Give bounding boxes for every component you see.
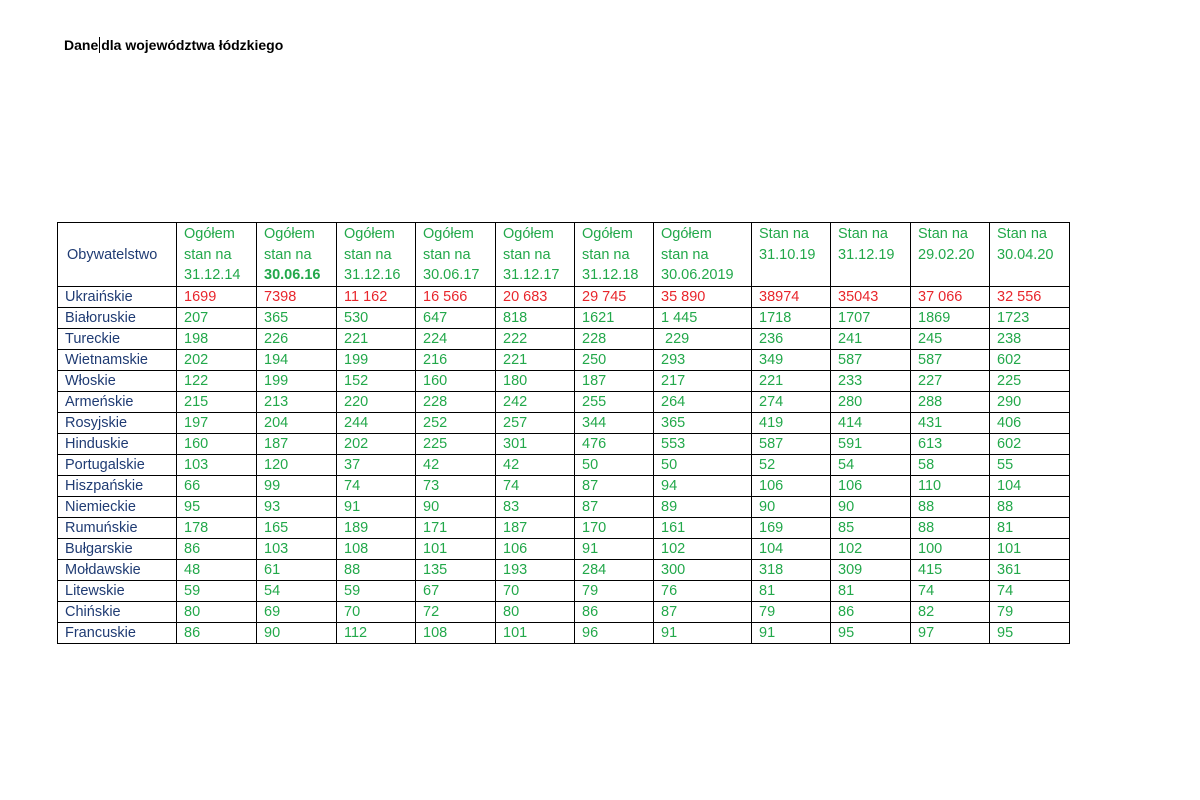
- table-row: [58, 623, 1070, 644]
- table-cell: 67: [416, 581, 496, 602]
- table-cell: 58: [911, 455, 990, 476]
- table-cell: 83: [496, 497, 575, 518]
- table-cell: 86: [177, 539, 257, 560]
- table-cell: 187: [496, 518, 575, 539]
- table-cell: 85: [831, 518, 911, 539]
- table-cell: 613: [911, 434, 990, 455]
- table-row: [58, 560, 1070, 581]
- table-cell: 7398: [257, 287, 337, 308]
- header-line-1: Stan na: [918, 226, 968, 242]
- table-cell: 102: [654, 539, 752, 560]
- table-cell: 11 162: [337, 287, 416, 308]
- table-row: [58, 329, 1070, 350]
- header-line-3: 30.06.16: [264, 267, 321, 283]
- table-cell: 1869: [911, 308, 990, 329]
- table-cell: 88: [911, 497, 990, 518]
- table-cell: 257: [496, 413, 575, 434]
- table-cell: 35043: [831, 287, 911, 308]
- header-col-10: [911, 223, 990, 287]
- header-row: [58, 223, 1070, 287]
- table-cell: 224: [416, 329, 496, 350]
- table-cell: 82: [911, 602, 990, 623]
- table-cell: 66: [177, 476, 257, 497]
- table-cell: 221: [752, 371, 831, 392]
- table-cell: 76: [654, 581, 752, 602]
- table-cell: 252: [416, 413, 496, 434]
- header-line-2: stan na: [503, 246, 551, 263]
- table-cell: 16 566: [416, 287, 496, 308]
- table-cell: 104: [752, 539, 831, 560]
- header-col-5: [496, 223, 575, 287]
- header-citizenship: Obywatelstwo: [58, 223, 177, 287]
- table-cell: 431: [911, 413, 990, 434]
- citizenship-name: Portugalskie: [58, 455, 177, 476]
- citizenship-name: Armeńskie: [58, 392, 177, 413]
- header-line-1: Ogółem: [503, 226, 554, 242]
- table-cell: 344: [575, 413, 654, 434]
- header-col-1: [177, 223, 257, 287]
- header-line-2: 31.10.19: [759, 246, 816, 263]
- table-cell: 80: [496, 602, 575, 623]
- table-cell: 48: [177, 560, 257, 581]
- table-row: [58, 539, 1070, 560]
- table-cell: 87: [575, 497, 654, 518]
- table-cell: 216: [416, 350, 496, 371]
- table-cell: 217: [654, 371, 752, 392]
- header-col-7: [654, 223, 752, 287]
- table-cell: 228: [575, 329, 654, 350]
- table-cell: 1699: [177, 287, 257, 308]
- table-cell: 349: [752, 350, 831, 371]
- table-cell: 70: [337, 602, 416, 623]
- table-cell: 587: [752, 434, 831, 455]
- title-part-1: Dane: [64, 37, 99, 53]
- citizenship-name: Białoruskie: [58, 308, 177, 329]
- table-cell: 101: [990, 539, 1070, 560]
- header-line-1: Ogółem: [661, 226, 712, 242]
- table-cell: 79: [575, 581, 654, 602]
- table-cell: 250: [575, 350, 654, 371]
- table-cell: 300: [654, 560, 752, 581]
- table-cell: 135: [416, 560, 496, 581]
- table-cell: 361: [990, 560, 1070, 581]
- table-cell: 61: [257, 560, 337, 581]
- citizenship-name: Ukraińskie: [58, 287, 177, 308]
- table-cell: 193: [496, 560, 575, 581]
- citizenship-name: Hiszpańskie: [58, 476, 177, 497]
- table-cell: 222: [496, 329, 575, 350]
- header-col-2: [257, 223, 337, 287]
- table-cell: 274: [752, 392, 831, 413]
- table-cell: 81: [831, 581, 911, 602]
- header-line-2: 30.04.20: [997, 246, 1054, 263]
- table-cell: 86: [177, 623, 257, 644]
- table-cell: 87: [575, 476, 654, 497]
- table-cell: 101: [416, 539, 496, 560]
- header-line-2: 31.12.19: [838, 246, 895, 263]
- table-cell: 1621: [575, 308, 654, 329]
- table-cell: 74: [337, 476, 416, 497]
- header-line-3: 30.06.2019: [661, 267, 734, 283]
- table-cell: 228: [416, 392, 496, 413]
- citizenship-name: Niemieckie: [58, 497, 177, 518]
- table-cell: 74: [990, 581, 1070, 602]
- table-cell: 220: [337, 392, 416, 413]
- header-line-2: stan na: [264, 246, 312, 263]
- table-row: [58, 455, 1070, 476]
- table-cell: 102: [831, 539, 911, 560]
- table-cell: 37 066: [911, 287, 990, 308]
- table-cell: 280: [831, 392, 911, 413]
- table-cell: 59: [177, 581, 257, 602]
- table-cell: 199: [257, 371, 337, 392]
- header-col-8: [752, 223, 831, 287]
- table-cell: 415: [911, 560, 990, 581]
- table-cell: 170: [575, 518, 654, 539]
- table-cell: 227: [911, 371, 990, 392]
- citizenship-table: [57, 222, 1070, 644]
- table-cell: 35 890: [654, 287, 752, 308]
- table-cell: 32 556: [990, 287, 1070, 308]
- table-cell: 122: [177, 371, 257, 392]
- table-cell: 104: [990, 476, 1070, 497]
- table-cell: 91: [752, 623, 831, 644]
- header-line-3: 31.12.17: [503, 267, 560, 283]
- table-row: [58, 287, 1070, 308]
- table-cell: 818: [496, 308, 575, 329]
- header-line-1: Stan na: [759, 226, 809, 242]
- citizenship-name: Litewskie: [58, 581, 177, 602]
- table-cell: 318: [752, 560, 831, 581]
- table-cell: 54: [831, 455, 911, 476]
- table-cell: 42: [496, 455, 575, 476]
- table-cell: 90: [257, 623, 337, 644]
- table-cell: 86: [575, 602, 654, 623]
- table-cell: 1 445: [654, 308, 752, 329]
- table-row: [58, 413, 1070, 434]
- table-cell: 59: [337, 581, 416, 602]
- table-cell: 50: [575, 455, 654, 476]
- table-cell: 187: [257, 434, 337, 455]
- table-cell: 365: [654, 413, 752, 434]
- table-row: [58, 371, 1070, 392]
- table-cell: 365: [257, 308, 337, 329]
- citizenship-name: Francuskie: [58, 623, 177, 644]
- table-cell: 106: [752, 476, 831, 497]
- table-cell: 152: [337, 371, 416, 392]
- table-cell: 87: [654, 602, 752, 623]
- citizenship-name: Bułgarskie: [58, 539, 177, 560]
- table-cell: 94: [654, 476, 752, 497]
- table-cell: 213: [257, 392, 337, 413]
- table-cell: 50: [654, 455, 752, 476]
- table-cell: 587: [831, 350, 911, 371]
- table-cell: 79: [990, 602, 1070, 623]
- table-cell: 101: [496, 623, 575, 644]
- table-cell: 103: [177, 455, 257, 476]
- table-cell: 110: [911, 476, 990, 497]
- citizenship-name: Rumuńskie: [58, 518, 177, 539]
- table-cell: 95: [990, 623, 1070, 644]
- citizenship-name: Mołdawskie: [58, 560, 177, 581]
- header-col-6: [575, 223, 654, 287]
- citizenship-name: Wietnamskie: [58, 350, 177, 371]
- table-cell: 187: [575, 371, 654, 392]
- table-cell: 165: [257, 518, 337, 539]
- table-cell: 553: [654, 434, 752, 455]
- citizenship-name: Rosyjskie: [58, 413, 177, 434]
- table-cell: 88: [337, 560, 416, 581]
- table-cell: 215: [177, 392, 257, 413]
- table-row: [58, 350, 1070, 371]
- table-cell: 81: [752, 581, 831, 602]
- header-line-1: Ogółem: [582, 226, 633, 242]
- header-line-2: stan na: [661, 246, 709, 263]
- table-row: [58, 497, 1070, 518]
- table-cell: 309: [831, 560, 911, 581]
- table-cell: 100: [911, 539, 990, 560]
- table-cell: 70: [496, 581, 575, 602]
- document-title: [64, 37, 283, 53]
- header-line-1: Ogółem: [264, 226, 315, 242]
- header-line-1: Ogółem: [423, 226, 474, 242]
- title-part-2: dla województwa łódzkiego: [101, 37, 284, 53]
- table-cell: 290: [990, 392, 1070, 413]
- table-cell: 112: [337, 623, 416, 644]
- table-cell: 81: [990, 518, 1070, 539]
- table-cell: 97: [911, 623, 990, 644]
- table-cell: 198: [177, 329, 257, 350]
- table-row: [58, 518, 1070, 539]
- table-row: [58, 392, 1070, 413]
- table-cell: 80: [177, 602, 257, 623]
- table-cell: 96: [575, 623, 654, 644]
- header-line-3: 31.12.14: [184, 267, 241, 283]
- table-cell: 419: [752, 413, 831, 434]
- table-cell: 108: [337, 539, 416, 560]
- citizenship-name: Chińskie: [58, 602, 177, 623]
- header-line-1: Stan na: [997, 226, 1047, 242]
- table-cell: 90: [831, 497, 911, 518]
- table-cell: 226: [257, 329, 337, 350]
- table-cell: 225: [990, 371, 1070, 392]
- table-cell: 55: [990, 455, 1070, 476]
- table-cell: 204: [257, 413, 337, 434]
- table-cell: 602: [990, 434, 1070, 455]
- table-cell: 37: [337, 455, 416, 476]
- table-cell: 93: [257, 497, 337, 518]
- table-cell: 42: [416, 455, 496, 476]
- table-row: [58, 602, 1070, 623]
- table-cell: 244: [337, 413, 416, 434]
- table-row: [58, 581, 1070, 602]
- table-body: [58, 287, 1070, 644]
- table-cell: 238: [990, 329, 1070, 350]
- table-cell: 293: [654, 350, 752, 371]
- header-line-3: 31.12.18: [582, 267, 639, 283]
- table-cell: 54: [257, 581, 337, 602]
- table-cell: 103: [257, 539, 337, 560]
- table-cell: 99: [257, 476, 337, 497]
- table-cell: 288: [911, 392, 990, 413]
- table-cell: 52: [752, 455, 831, 476]
- table-cell: 202: [177, 350, 257, 371]
- table-cell: 161: [654, 518, 752, 539]
- table-cell: 29 745: [575, 287, 654, 308]
- table-cell: 74: [911, 581, 990, 602]
- header-line-3: 31.12.16: [344, 267, 401, 283]
- table-cell: 264: [654, 392, 752, 413]
- table-cell: 73: [416, 476, 496, 497]
- citizenship-name: Tureckie: [58, 329, 177, 350]
- table-cell: 591: [831, 434, 911, 455]
- table-cell: 236: [752, 329, 831, 350]
- table-cell: 406: [990, 413, 1070, 434]
- table-cell: 106: [831, 476, 911, 497]
- table-cell: 414: [831, 413, 911, 434]
- citizenship-name: Hinduskie: [58, 434, 177, 455]
- header-line-2: stan na: [184, 246, 232, 263]
- table-cell: 1718: [752, 308, 831, 329]
- table-row: [58, 434, 1070, 455]
- table-cell: 160: [177, 434, 257, 455]
- table-cell: 221: [496, 350, 575, 371]
- table-cell: 88: [911, 518, 990, 539]
- header-col-9: [831, 223, 911, 287]
- header-line-1: Ogółem: [344, 226, 395, 242]
- table-cell: 602: [990, 350, 1070, 371]
- table-cell: 233: [831, 371, 911, 392]
- table-cell: 91: [575, 539, 654, 560]
- table-cell: 74: [496, 476, 575, 497]
- table-cell: 194: [257, 350, 337, 371]
- header-col-4: [416, 223, 496, 287]
- header-line-2: stan na: [582, 246, 630, 263]
- table-cell: 89: [654, 497, 752, 518]
- table-cell: 476: [575, 434, 654, 455]
- table-cell: 86: [831, 602, 911, 623]
- table-cell: 229: [654, 329, 752, 350]
- table-cell: 221: [337, 329, 416, 350]
- header-col-11: [990, 223, 1070, 287]
- table-cell: 69: [257, 602, 337, 623]
- table-cell: 88: [990, 497, 1070, 518]
- table-cell: 255: [575, 392, 654, 413]
- header-line-2: stan na: [344, 246, 392, 263]
- table-cell: 1723: [990, 308, 1070, 329]
- table-cell: 1707: [831, 308, 911, 329]
- table-cell: 225: [416, 434, 496, 455]
- table-cell: 171: [416, 518, 496, 539]
- table-cell: 72: [416, 602, 496, 623]
- table-cell: 108: [416, 623, 496, 644]
- table-cell: 301: [496, 434, 575, 455]
- table-cell: 91: [654, 623, 752, 644]
- table-cell: 197: [177, 413, 257, 434]
- table-cell: 91: [337, 497, 416, 518]
- table-cell: 90: [752, 497, 831, 518]
- table-cell: 95: [177, 497, 257, 518]
- table-cell: 20 683: [496, 287, 575, 308]
- table-cell: 241: [831, 329, 911, 350]
- header-line-2: 29.02.20: [918, 246, 975, 263]
- table-cell: 160: [416, 371, 496, 392]
- table-cell: 178: [177, 518, 257, 539]
- table-row: [58, 308, 1070, 329]
- table-cell: 79: [752, 602, 831, 623]
- table-cell: 242: [496, 392, 575, 413]
- table-cell: 245: [911, 329, 990, 350]
- table-cell: 207: [177, 308, 257, 329]
- table-cell: 202: [337, 434, 416, 455]
- table-cell: 284: [575, 560, 654, 581]
- header-col-3: [337, 223, 416, 287]
- table-cell: 199: [337, 350, 416, 371]
- table-cell: 106: [496, 539, 575, 560]
- header-line-1: Stan na: [838, 226, 888, 242]
- table-row: [58, 476, 1070, 497]
- header-line-1: Ogółem: [184, 226, 235, 242]
- table-cell: 180: [496, 371, 575, 392]
- table-cell: 647: [416, 308, 496, 329]
- table-cell: 90: [416, 497, 496, 518]
- table-cell: 169: [752, 518, 831, 539]
- table-cell: 530: [337, 308, 416, 329]
- header-line-3: 30.06.17: [423, 267, 480, 283]
- header-line-2: stan na: [423, 246, 471, 263]
- table-cell: 95: [831, 623, 911, 644]
- table-cell: 120: [257, 455, 337, 476]
- table-cell: 189: [337, 518, 416, 539]
- citizenship-name: Włoskie: [58, 371, 177, 392]
- table-cell: 38974: [752, 287, 831, 308]
- table-cell: 587: [911, 350, 990, 371]
